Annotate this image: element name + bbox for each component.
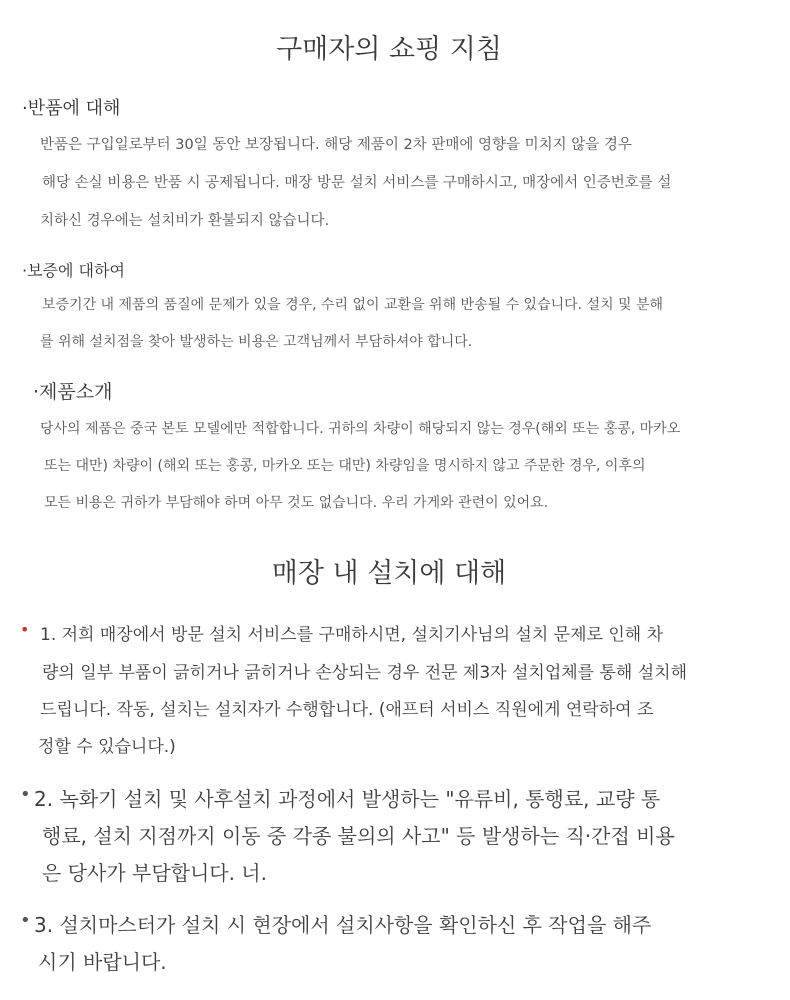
install-section-title: 매장 내 설치에 대해: [271, 558, 507, 589]
install-item-2-line-2: 행료, 설치 지점까지 이동 중 각종 불의의 사고" 등 발생하는 직·간접 비용: [42, 824, 675, 848]
returns-line-1: 반품은 구입일로부터 30일 동안 보장됩니다. 해당 제품이 2차 판매에 영향을 미치지 않을 경우: [40, 137, 632, 153]
install-item-2-line-3: 은 당사가 부담합니다. 너.: [42, 861, 267, 885]
warranty-heading: ·보증에 대하여: [22, 261, 125, 280]
product-intro-line-2: 또는 대만) 차량이 (해외 또는 홍콩, 마카오 또는 대만) 차량임을 명시하지 않고 주문한 경우, 이후의: [44, 458, 646, 474]
returns-heading: ·반품에 대해: [22, 98, 121, 119]
install-item-1-line-4: 정할 수 있습니다.): [38, 737, 176, 757]
install-item-1-line-3: 드립니다. 작동, 설치는 설치자가 수행합니다. (애프터 서비스 직원에게 연락하여 조: [40, 700, 654, 720]
returns-line-2: 해당 손실 비용은 반품 시 공제됩니다. 매장 방문 설치 서비스를 구매하시고, 매장에서 인증번호를 설: [42, 175, 672, 191]
install-item-1-line-2: 량의 일부 부품이 긁히거나 긁히거나 손상되는 경우 전문 제3자 설치업체를 통해 설치해: [42, 663, 688, 683]
warranty-line-2: 를 위해 설치점을 찾아 발생하는 비용은 고객님께서 부담하셔야 합니다.: [40, 334, 473, 350]
returns-line-3: 치하신 경우에는 설치비가 환불되지 않습니다.: [40, 213, 330, 229]
bullet-dot: •: [20, 784, 31, 805]
product-intro-line-1: 당사의 제품은 중국 본토 모델에만 적합합니다. 귀하의 차량이 해당되지 않는 경우(해외 또는 홍콩, 마카오: [40, 421, 681, 437]
warranty-line-1: 보증기간 내 제품의 품질에 문제가 있을 경우, 수리 없이 교환을 위해 반송될 수 있습니다. 설치 및 분해: [42, 297, 664, 313]
install-item-3-line-1: 3. 설치마스터가 설치 시 현장에서 설치사항을 확인하신 후 작업을 해주: [34, 913, 652, 937]
install-item-3-line-2: 시기 바랍니다.: [38, 950, 167, 974]
bullet-dot: •: [20, 620, 30, 639]
product-intro-heading: ·제품소개: [33, 381, 113, 403]
page-title: 구매자의 쇼핑 지침: [276, 34, 502, 65]
install-item-1-line-1: 1. 저희 매장에서 방문 설치 서비스를 구매하시면, 설치기사님의 설치 문제로 인해 차: [40, 625, 663, 645]
install-item-2-line-1: 2. 녹화기 설치 및 사후설치 과정에서 발생하는 "유류비, 통행료, 교량 통: [34, 787, 661, 811]
product-intro-line-3: 모든 비용은 귀하가 부담해야 하며 아무 것도 없습니다. 우리 가게와 관련이 있어요.: [44, 495, 549, 511]
bullet-dot: •: [20, 910, 31, 931]
